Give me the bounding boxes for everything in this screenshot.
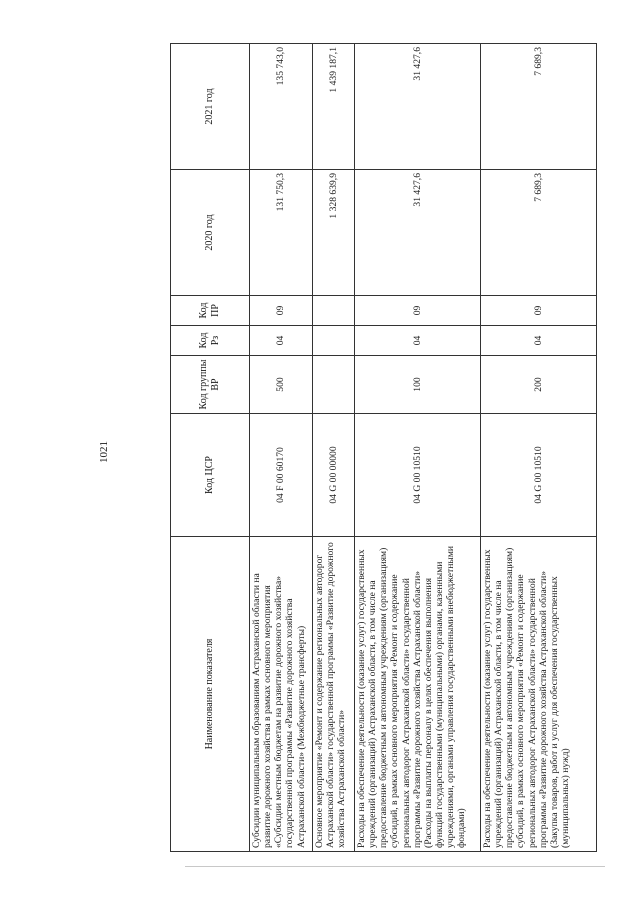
row-y2021: 1 439 187,1 [313, 44, 355, 170]
row-y2021: 31 427,6 [355, 44, 481, 170]
row-vr [313, 356, 355, 414]
rotated-table-wrapper [170, 44, 571, 852]
table-row [355, 44, 481, 852]
header-year-2020: 2020 год [171, 170, 250, 296]
page-number: 1021 [98, 441, 110, 463]
header-csr: Код ЦСР [171, 414, 250, 537]
row-name: Расходы на обеспечение деятельности (оказание услуг) государственных учреждений (организаций) Астраханской области, в том числе на предоставление бюджетным и автономным учреждениям (организациям) субсидий, в рамках основного мероприятия «Ремонт и содержание региональных автодорог Астраханской области» государственной программы «Развитие дорожного хозяйства Астраханской области» (Расходы на выплаты персоналу в целях обеспечения выполнения функций государственными (муниципальными) органами, казенными учреждениями, органами управления государственными внебюджетными фондами) [355, 537, 481, 852]
table-viewport [170, 44, 571, 852]
row-y2020: 1 328 639,9 [313, 170, 355, 296]
row-csr: 04 G 00 00000 [313, 414, 355, 537]
row-vr: 200 [481, 356, 597, 414]
row-rz: 04 [250, 326, 313, 356]
row-pr: 09 [250, 296, 313, 326]
row-csr: 04 G 00 10510 [355, 414, 481, 537]
row-pr: 09 [481, 296, 597, 326]
header-rz: Код Рз [171, 326, 250, 356]
header-vr: Код группы ВР [171, 356, 250, 414]
row-rz: 04 [481, 326, 597, 356]
row-csr: 04 G 00 10510 [481, 414, 597, 537]
row-name: Субсидии муниципальным образованиям Астраханской области на развитие дорожного хозяйства в рамках основного мероприятия «Субсидии местным бюджетам на развитие дорожного хозяйства» государственной программы «Развитие дорожного хозяйства Астраханской области» (Межбюджетные трансферты) [250, 537, 313, 852]
row-name: Основное мероприятие «Ремонт и содержание региональных автодорог Астраханской области» государственной программы «Развитие дорожного хозяйства Астраханской области» [313, 537, 355, 852]
row-vr: 500 [250, 356, 313, 414]
row-pr: 09 [355, 296, 481, 326]
row-y2021: 135 743,0 [250, 44, 313, 170]
header-year-2021: 2021 год [171, 44, 250, 170]
table-row [313, 44, 355, 852]
row-pr [313, 296, 355, 326]
row-vr: 100 [355, 356, 481, 414]
scan-edge-line [185, 866, 605, 867]
row-name: Расходы на обеспечение деятельности (оказание услуг) государственных учреждений (организаций) Астраханской области, в том числе на предоставление бюджетным и автономным учреждениям (организациям) субсидий, в рамках основного мероприятия «Ремонт и содержание региональных автодорог Астраханской области» государственной программы «Развитие дорожного хозяйства Астраханской области» (Закупка товаров, работ и услуг для обеспечения государственных (муниципальных) нужд) [481, 537, 597, 852]
row-rz [313, 326, 355, 356]
header-name: Наименование показателя [171, 537, 250, 852]
row-csr: 04 F 00 60170 [250, 414, 313, 537]
row-y2020: 7 689,3 [481, 170, 597, 296]
header-pr: Код ПР [171, 296, 250, 326]
row-y2020: 131 750,3 [250, 170, 313, 296]
table-row [481, 44, 597, 852]
budget-table [170, 43, 597, 852]
row-y2021: 7 689,3 [481, 44, 597, 170]
header-row [171, 44, 250, 852]
row-rz: 04 [355, 326, 481, 356]
table-row [250, 44, 313, 852]
row-y2020: 31 427,6 [355, 170, 481, 296]
